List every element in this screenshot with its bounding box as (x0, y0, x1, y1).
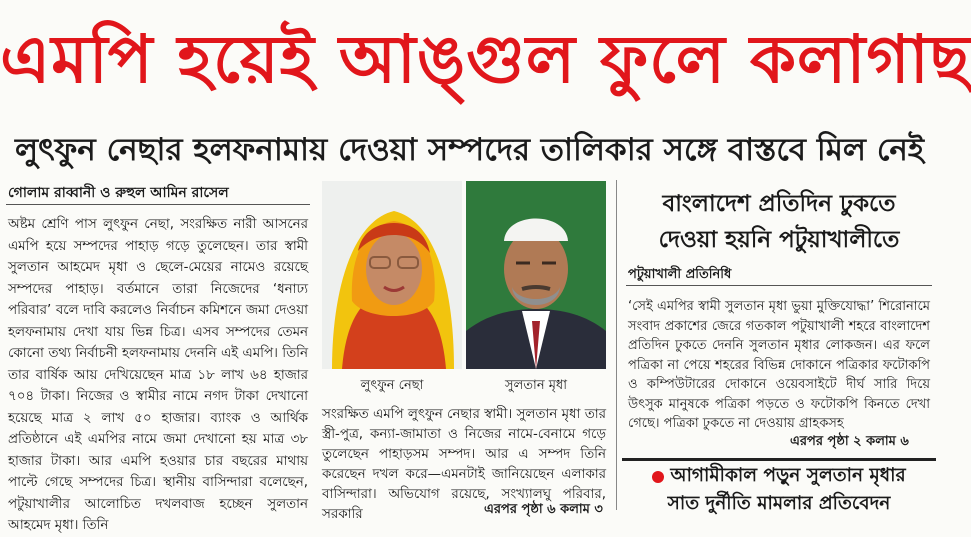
column-divider (616, 180, 617, 510)
side-byline-rule (626, 285, 932, 286)
teaser-line2: সাত দুর্নীতি মামলার প্রতিবেদন (667, 493, 891, 514)
side-story-byline: পটুয়াখালী প্রতিনিধি (628, 267, 732, 282)
main-story-continued: এরপর পৃষ্ঠা ৬ কলাম ৩ (484, 502, 603, 517)
photo-sultan-mridha (466, 181, 606, 369)
portrait-man-icon (466, 181, 606, 369)
side-story-title-line2: দেওয়া হয়নি পটুয়াখালীতে (658, 227, 900, 253)
photo-lutfun-nesa (322, 181, 462, 369)
main-story-body: অষ্টম শ্রেণি পাস লুৎফুন নেছা, সংরক্ষিত নারী আসনের এমপি হয়ে সম্পদের পাহাড় গড়ে তুলেছেন। তার স্বামী সুলতান আহমেদ মৃধা ও ছেলে-মেয়ের নামেও রয়েছে সম্পদের পাহাড়। বর্তমানে তারা নিজেদের ‘ধনাঢ্য পরিবার’ বলে দাবি করলেও নির্বাচন কমিশনে জমা দেওয়া হলফনামায় দেখা যায় ভিন্ন চিত্র। এসব সম্পদের তেমন কোনো তথ্য নির্বাচনী হলফনামায় দেননি এই এমপি। তিনি তার বার্ষিক আয় দেখিয়েছেন মাত্র ১৮ লাখ ৬৪ হাজার ৭০৪ টাকা। নিজের ও স্বামীর নামে নগদ টাকা দেখানো হয়েছে মাত্র ২ লাখ ৫০ হাজার। ব্যাংক ও আর্থিক প্রতিষ্ঠানে এই এমপির নামে জমা দেখানো হয় মাত্র ৩৮ হাজার টাকা। আর এমপি হওয়ার চার বছরের মাথায় পাল্টে গেছে সম্পদের চিত্র। স্থানীয় বাসিন্দারা বলেছেন, পটুয়াখালীর আলোচিত দখলবাজ হচ্ছেন সুলতান আহমেদ মৃধা। তিনি (8, 217, 308, 533)
teaser-line1: আগামীকাল পড়ুন সুলতান মৃধার (670, 465, 906, 486)
middle-story-body: সংরক্ষিত এমপি লুৎফুন নেছার স্বামী। সুলতান মৃধা তার স্ত্রী-পুত্র, কন্যা-জামাতা ও নিজের নামে-বেনামে গড়ে তুলেছেন পাহাড়সম সম্পদ। আর এ সম্পদ তিনি করেছেন দখল করে—এমনটাই জানিয়েছেন এলাকার বাসিন্দারা। অভিযোগ রয়েছে, সংখ্যালঘু পরিবার, সরকারি (322, 407, 606, 522)
byline: গোলাম রাব্বানী ও রুহুল আমিন রাসেল (8, 185, 229, 201)
photo-caption-right: সুলতান মৃধা (505, 378, 567, 393)
teaser-rule (622, 458, 936, 461)
portrait-woman-icon (322, 181, 462, 369)
side-story-body: ‘সেই এমপির স্বামী সুলতান মৃধা ভুয়া মুক্তিযোদ্ধা’ শিরোনামে সংবাদ প্রকাশের জেরে গতকাল পটুয়াখালী শহরে বাংলাদেশ প্রতিদিন ঢুকতে দেননি সুলতান মৃধার লোকজন। এর ফলে পত্রিকা না পেয়ে শহরের বিভিন্ন দোকানে পত্রিকার ফটোকপি ও কম্পিউটারের দোকানে ওয়েবসাইটে দীর্ঘ সারি দিয়ে উৎসুক মানুষকে পত্রিকা পড়তে ও ফটোকপি কিনতে দেখা গেছে। পত্রিকা ঢুকতে না দেওয়ায় গ্রাহকসহ (628, 299, 930, 431)
byline-rule (6, 204, 310, 205)
side-story-continued: এরপর পৃষ্ঠা ২ কলাম ৬ (790, 434, 909, 449)
side-story-title-line1: বাংলাদেশ প্রতিদিন ঢুকতে (662, 191, 896, 217)
headline: এমপি হয়েই আঙ্গুল ফুলে কলাগাছ (0, 21, 971, 98)
subheadline: লুৎফুন নেছার হলফনামায় দেওয়া সম্পদের তালিকার সঙ্গে বাস্তবে মিল নেই (14, 132, 925, 168)
photo-caption-left: লুৎফুন নেছা (360, 378, 424, 393)
